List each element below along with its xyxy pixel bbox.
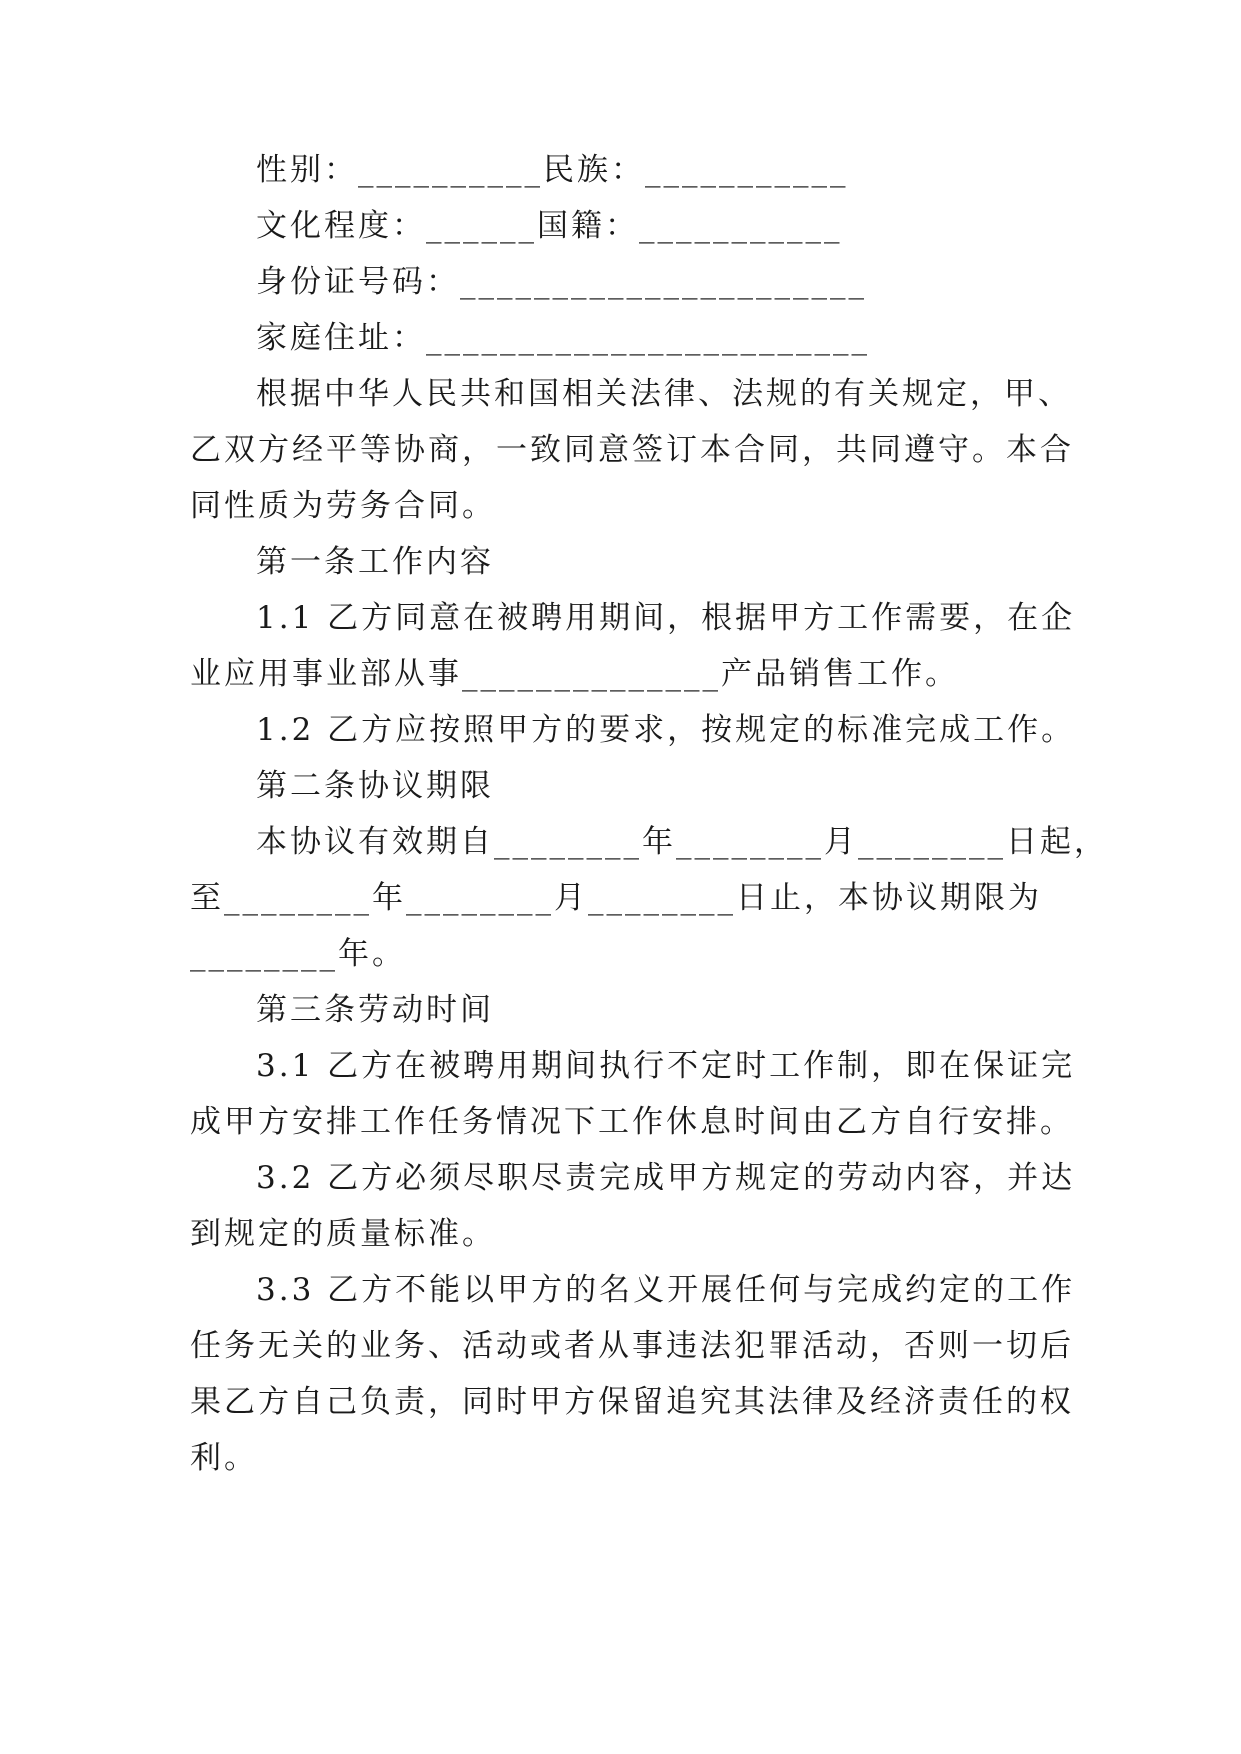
field-home-address: 家庭住址：________________________ xyxy=(256,320,870,356)
clause-1-2: 1.2 乙方应按照甲方的要求，按规定的标准完成工作。 xyxy=(256,712,1076,748)
paragraph-preamble-line: 同性质为劳务合同。 xyxy=(190,488,496,524)
clause-3-1-line: 3.1 乙方在被聘用期间执行不定时工作制，即在保证完 xyxy=(256,1048,1076,1084)
article-1-heading: 第一条工作内容 xyxy=(256,544,494,580)
clause-3-3-line: 3.3 乙方不能以甲方的名义开展任何与完成约定的工作 xyxy=(256,1272,1076,1308)
article-3-heading: 第三条劳动时间 xyxy=(256,992,494,1028)
clause-1-1-line: 1.1 乙方同意在被聘用期间，根据甲方工作需要，在企 xyxy=(256,600,1076,636)
clause-3-2-line: 到规定的质量标准。 xyxy=(190,1216,496,1252)
clause-3-1-line: 成甲方安排工作任务情况下工作休息时间由乙方自行安排。 xyxy=(190,1104,1074,1140)
clause-3-3-line: 利。 xyxy=(190,1440,258,1476)
paragraph-preamble-line: 根据中华人民共和国相关法律、法规的有关规定，甲、 xyxy=(256,376,1072,412)
clause-3-3-line: 果乙方自己负责，同时甲方保留追究其法律及经济责任的权 xyxy=(190,1384,1074,1420)
field-gender-ethnicity: 性别：__________民族：___________ xyxy=(256,152,849,188)
field-education-nationality: 文化程度：______国籍：___________ xyxy=(256,208,843,244)
clause-3-2-line: 3.2 乙方必须尽职尽责完成甲方规定的劳动内容，并达 xyxy=(256,1160,1076,1196)
clause-1-1-line: 业应用事业部从事______________产品销售工作。 xyxy=(190,656,959,692)
article-2-heading: 第二条协议期限 xyxy=(256,768,494,804)
paragraph-preamble-line: 乙双方经平等协商，一致同意签订本合同，共同遵守。本合 xyxy=(190,432,1074,468)
agreement-term-line: 本协议有效期自________年________月________日起， xyxy=(256,824,1108,860)
agreement-term-line: 至________年________月________日止，本协议期限为 xyxy=(190,880,1042,916)
agreement-term-line: ________年。 xyxy=(190,936,406,972)
clause-3-3-line: 任务无关的业务、活动或者从事违法犯罪活动，否则一切后 xyxy=(190,1328,1074,1364)
field-id-number: 身份证号码：______________________ xyxy=(256,264,867,300)
